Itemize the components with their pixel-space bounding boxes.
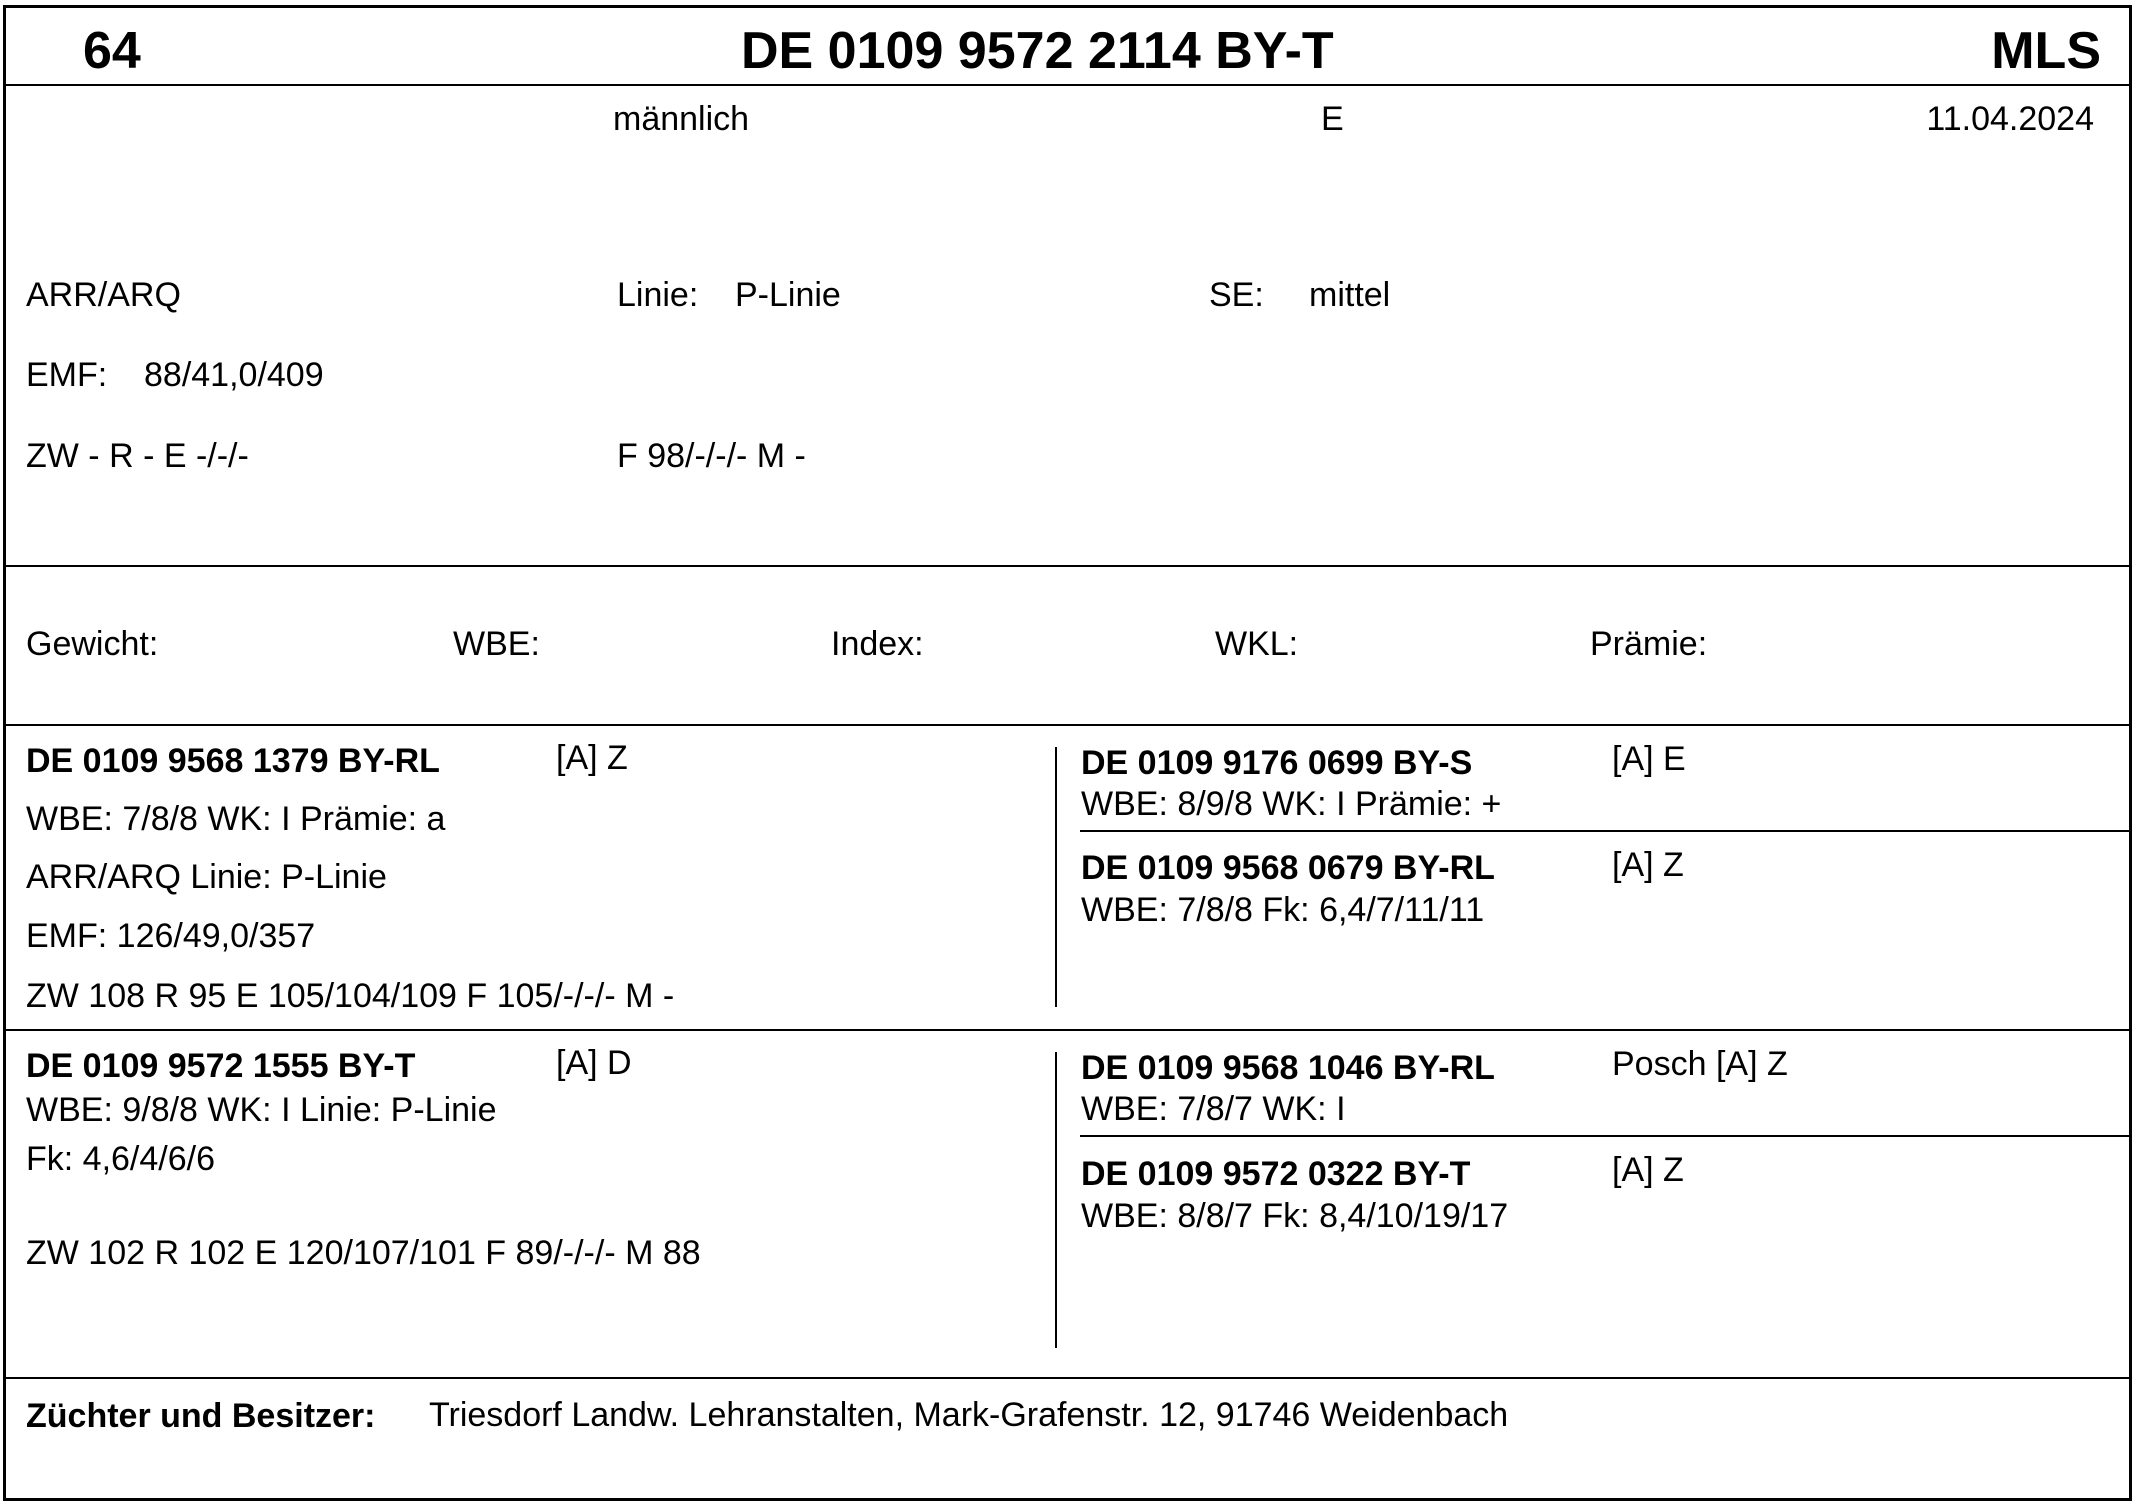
date: 11.04.2024 [1926,100,2094,138]
sire-dam-id: DE 0109 9568 0679 BY-RL [1081,849,1495,887]
emf-label: EMF: [26,356,108,394]
weight-label: Gewicht: [26,625,159,663]
line-value: P-Linie [735,276,841,314]
zw-right: F 98/-/-/- M - [617,437,806,475]
footer-divider [3,1377,2132,1379]
index-label: Index: [831,625,924,663]
se-label: SE: [1209,276,1264,314]
breeder-label: Züchter und Besitzer: [26,1397,376,1435]
sire-dam-line-1: WBE: 7/8/8 Fk: 6,4/7/11/11 [1081,891,1485,929]
dam-line-1: WBE: 9/8/8 WK: I Linie: P-Linie [26,1091,497,1129]
class: E [1321,100,1344,138]
zw-left: ZW - R - E -/-/- [26,437,249,475]
dam-id: DE 0109 9572 1555 BY-T [26,1047,416,1085]
dam-sire-tag: Posch [A] Z [1612,1045,1788,1083]
sire-tag: [A] Z [556,739,628,777]
se-value: mittel [1309,276,1391,314]
breeder-value: Triesdorf Landw. Lehranstalten, Mark-Grafenstr. 12, 91746 Weidenbach [429,1396,1509,1434]
sire-line-3: EMF: 126/49,0/357 [26,917,316,955]
dam-dam-tag: [A] Z [1612,1151,1684,1189]
sire-line-4: ZW 108 R 95 E 105/104/109 F 105/-/-/- M - [26,977,675,1015]
sire-sub-divider [1080,830,2132,832]
genetics-divider [3,565,2132,567]
dam-sire-id: DE 0109 9568 1046 BY-RL [1081,1049,1495,1087]
sire-line-2: ARR/ARQ Linie: P-Linie [26,858,387,896]
dam-line-3: ZW 102 R 102 E 120/107/101 F 89/-/-/- M 88 [26,1234,701,1272]
sire-sire-tag: [A] E [1612,740,1686,778]
dam-column-divider [1055,1052,1057,1348]
praemie-label: Prämie: [1590,625,1708,663]
dam-line-2: Fk: 4,6/4/6/6 [26,1140,215,1178]
sire-line-1: WBE: 7/8/8 WK: I Prämie: a [26,800,446,838]
evaluation-divider [3,724,2132,726]
sire-dam-tag: [A] Z [1612,846,1684,884]
sire-sire-line-1: WBE: 8/9/8 WK: I Prämie: + [1081,785,1502,823]
ear-tag-title: DE 0109 9572 2114 BY-T [741,22,1334,80]
line-label: Linie: [617,276,699,314]
wkl-label: WKL: [1215,625,1299,663]
dam-tag: [A] D [556,1044,632,1082]
dam-sire-line-1: WBE: 7/8/7 WK: I [1081,1090,1346,1128]
breed-code: MLS [1991,22,2101,80]
sire-id: DE 0109 9568 1379 BY-RL [26,742,440,780]
sire-block-divider [3,1029,2132,1031]
wbe-label: WBE: [453,625,540,663]
dam-dam-id: DE 0109 9572 0322 BY-T [1081,1155,1471,1193]
dam-sub-divider [1080,1135,2132,1137]
arr-arq: ARR/ARQ [26,276,181,314]
lot-number: 64 [83,22,141,80]
sex: männlich [613,100,750,138]
emf-value: 88/41,0/409 [144,356,324,394]
dam-dam-line-1: WBE: 8/8/7 Fk: 8,4/10/19/17 [1081,1197,1509,1235]
header-divider [3,84,2132,86]
sire-sire-id: DE 0109 9176 0699 BY-S [1081,744,1473,782]
sire-column-divider [1055,747,1057,1007]
